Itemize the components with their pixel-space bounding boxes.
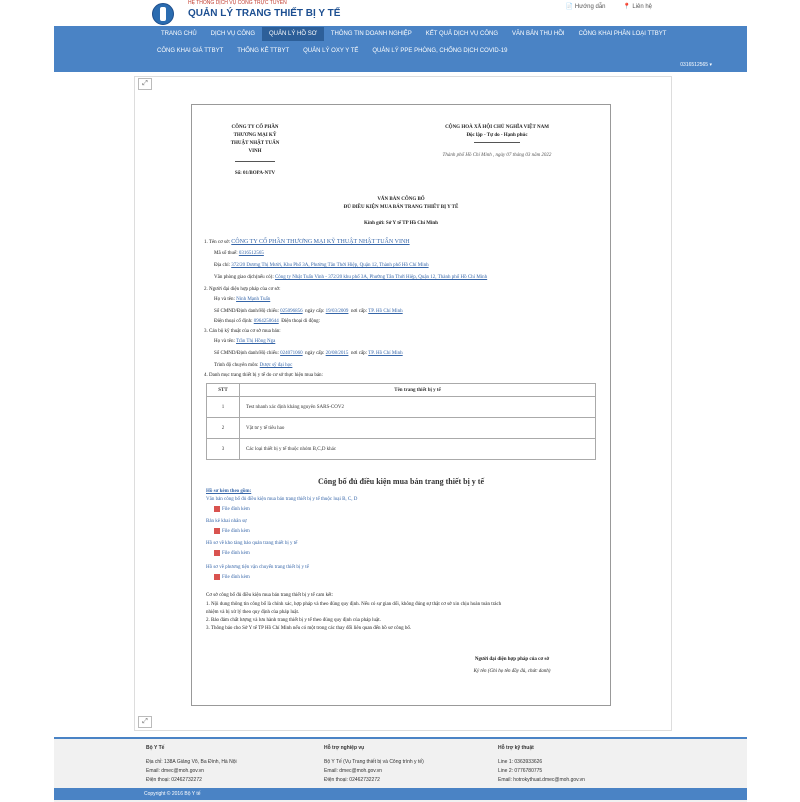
attachment-file-link[interactable]: File đính kèm xyxy=(214,528,250,534)
recipient: Kính gửi: Sở Y tế TP Hồ Chí Minh xyxy=(364,221,438,226)
top-links xyxy=(550,3,652,10)
nav-ket-qua-dich-vu-cong[interactable]: KẾT QUẢ DỊCH VỤ CÔNG xyxy=(425,31,498,37)
company-name-l3: THUẬT NHẬT TUẤN xyxy=(230,141,280,146)
table-header-name: Tên trang thiết bị y tế xyxy=(240,384,596,397)
doc-title-1: VĂN BẢN CÔNG BỐ xyxy=(377,197,425,202)
signature-title: Người đại diện hợp pháp của cơ sở xyxy=(474,657,550,662)
footer-col-ministry: Bộ Y Tế Địa chỉ: 138A Giảng Võ, Ba Đình, Hà Nội Email: dmec@moh.gov.vn Điện thoại: 02462732272 xyxy=(146,745,237,783)
pdf-file-icon xyxy=(214,550,220,556)
nav-thong-tin-doanh-nghiep[interactable]: THÔNG TIN DOANH NGHIỆP xyxy=(330,31,412,37)
nation-title: CỘNG HOÀ XÃ HỘI CHỦ NGHĨA VIỆT NAM xyxy=(445,125,549,130)
pdf-file-icon xyxy=(214,574,220,580)
section-representative: 2. Người đại diện hợp pháp của cơ sở: xyxy=(204,287,281,292)
section-technician: 3. Cán bộ kỹ thuật của cơ sở mua bán: xyxy=(204,329,281,334)
attachment-title: Hồ sơ về kho tàng bảo quản trang thiết bị y tế xyxy=(206,541,298,546)
nav-van-ban-thu-hoi[interactable]: VĂN BẢN THU HỒI xyxy=(511,31,565,37)
commitment-intro: Cơ sở công bố đủ điều kiện mua bán trang thiết bị y tế cam kết: xyxy=(206,593,334,598)
commitment-2: 2. Bảo đảm chất lượng và lưu hành trang thiết bị y tế theo đúng quy định của pháp luật. xyxy=(206,618,381,623)
field-rep-phone: Điện thoại cố định: 0964250644 Điện thoại di động: xyxy=(214,319,320,324)
nav-trang-chu[interactable]: TRANG CHỦ xyxy=(161,31,197,37)
commitment-1b: nhiệm và bị xử lý theo quy định của pháp luật. xyxy=(206,610,300,615)
company-name-l1: CÔNG TY CỔ PHẦN xyxy=(231,125,279,130)
ministry-logo-icon[interactable] xyxy=(152,3,174,25)
device-table xyxy=(206,383,596,460)
company-name-l2: THƯƠNG MẠI KỸ xyxy=(233,133,277,138)
section-heading: Công bố đủ điều kiện mua bán trang thiết bị y tế xyxy=(317,477,485,486)
footer-col-tech-support: Hỗ trợ kỹ thuật Line 1: 0363933626 Line 2: 0776780775 Email: hotrokythuat.dmec@moh.gov.vn xyxy=(498,745,585,783)
field-office: Văn phòng giao dịch(nếu có): Công ty Nhật Tuấn Vinh - 372/20 khu phố 3A, Phường Tân Thới Hiệp, Quận 12, Thành phố Hồ Chí Minh xyxy=(214,275,488,280)
motto: Độc lập - Tự do - Hạnh phúc xyxy=(466,133,528,138)
doc-title-2: ĐỦ ĐIỀU KIỆN MUA BÁN TRANG THIẾT BỊ Y TẾ xyxy=(343,205,459,210)
top-bar xyxy=(0,0,800,26)
nav-quan-ly-ppe[interactable]: QUẢN LÝ PPE PHÒNG, CHỐNG DỊCH COVID-19 xyxy=(372,48,508,54)
expand-icon[interactable]: ⤢ xyxy=(138,78,152,90)
nav-dich-vu-cong[interactable]: DỊCH VỤ CÔNG xyxy=(210,31,256,37)
attachment-title: Hồ sơ về phương tiện vận chuyển trang thiết bị y tế xyxy=(206,565,309,570)
contact-link[interactable]: 📍 Liên hệ xyxy=(623,4,652,10)
attachment-title: Văn bản công bố đủ điều kiện mua bán trang thiết bị y tế thuộc loại B, C, D xyxy=(206,497,358,502)
table-row: 2 Vật tư y tế tiêu hao xyxy=(207,418,596,439)
field-tech-name: Họ và tên: Trần Thị Hồng Nga xyxy=(214,339,276,344)
field-tech-degree: Trình độ chuyên môn: Dược sỹ đại học xyxy=(214,363,293,368)
attachments-title: Hồ sơ kèm theo gồm: xyxy=(206,489,252,494)
footer-col-business-support: Hỗ trợ nghiệp vụ Bộ Y Tế (Vụ Trang thiết bị và Công trình y tế) Email: dmec@moh.gov.vn Điện thoại: 02462732272 xyxy=(324,745,424,783)
attachment-file-link[interactable]: File đính kèm xyxy=(214,574,250,580)
signature-note: Ký tên (Ghi họ tên đầy đủ, chức danh) xyxy=(473,669,551,674)
table-row: 3 Các loại thiết bị y tế thuộc nhóm B,C,D khác xyxy=(207,439,596,460)
facility-name: CÔNG TY CỔ PHẦN THƯƠNG MẠI KỸ THUẬT NHẬT TUẤN VINH xyxy=(231,239,410,245)
field-tax-code: Mã số thuế: 0316512565 xyxy=(214,251,264,256)
nav-cong-khai-gia[interactable]: CÔNG KHAI GIÁ TTBYT xyxy=(157,48,224,54)
help-link[interactable]: 📄 Hướng dẫn xyxy=(565,4,606,10)
pdf-file-icon xyxy=(214,506,220,512)
copyright-bar: Copyright © 2016 Bộ Y tế xyxy=(54,788,747,800)
pdf-file-icon xyxy=(214,528,220,534)
attachment-file-link[interactable]: File đính kèm xyxy=(214,506,250,512)
user-account-menu[interactable]: 0316512565 ▾ xyxy=(680,62,712,68)
divider xyxy=(235,161,275,162)
expand-icon-bottom[interactable]: ⤢ xyxy=(138,716,152,728)
field-tech-id: Số CMND/Định danh/Hộ chiếu: 024071060 ngày cấp: 20/08/2015 nơi cấp: TP. Hồ Chí Minh xyxy=(214,351,403,356)
field-rep-name: Họ và tên: Ninh Mạnh Tuấn xyxy=(214,297,271,302)
main-nav xyxy=(54,26,747,72)
divider xyxy=(474,142,520,143)
commitment-1: 1. Nội dung thông tin công bố là chính xác, hợp pháp và theo đúng quy định. Nếu có sự gian dối, không đúng sự thật cơ sở xin chịu hoàn toàn trách xyxy=(206,602,502,607)
attachment-title: Bản kê khai nhân sự xyxy=(206,519,247,524)
commitment-3: 3. Thông báo cho Sở Y tế TP Hồ Chí Minh nếu có một trong các thay đổi liên quan đến hồ sơ công bố. xyxy=(206,626,412,631)
nav-thong-ke[interactable]: THỐNG KÊ TTBYT xyxy=(237,48,290,54)
nav-cong-khai-phan-loai[interactable]: CÔNG KHAI PHÂN LOẠI TTBYT xyxy=(578,31,667,37)
document-sheet xyxy=(191,104,611,706)
field-rep-id: Số CMND/Định danh/Hộ chiếu: 025096856 ngày cấp: 19/03/2009 nơi cấp: TP. Hồ Chí Minh xyxy=(214,309,403,314)
field-facility: 1. Tên cơ sở: CÔNG TY CỔ PHẦN THƯƠNG MẠI KỸ THUẬT NHẬT TUẤN VINH xyxy=(204,239,410,245)
nav-quan-ly-ho-so[interactable]: QUẢN LÝ HỒ SƠ xyxy=(262,27,324,41)
table-header-stt: STT xyxy=(207,384,240,397)
system-subtitle: HỆ THỐNG DỊCH VỤ CÔNG TRỰC TUYẾN xyxy=(188,0,287,6)
site-brand[interactable]: QUẢN LÝ TRANG THIẾT BỊ Y TẾ xyxy=(188,8,341,19)
nav-quan-ly-oxy[interactable]: QUẢN LÝ OXY Y TẾ xyxy=(303,48,359,54)
document-number: Số: 01/BOPA-NTV xyxy=(234,171,276,176)
company-name-l4: VINH xyxy=(248,149,262,154)
table-row: 1 Test nhanh xác định kháng nguyên SARS-COV2 xyxy=(207,397,596,418)
document-date: Thành phố Hồ Chí Minh , ngày 07 tháng 03 năm 2022 xyxy=(442,153,552,158)
attachment-file-link[interactable]: File đính kèm xyxy=(214,550,250,556)
field-address: Địa chỉ: 372/20 Dương Thị Mười, Khu Phố 3A, Phường Tân Thới Hiệp, Quận 12, Thành phố Hồ Chí Minh xyxy=(214,263,429,268)
section-device-list: 4. Danh mục trang thiết bị y tế do cơ sở thực hiện mua bán: xyxy=(204,373,323,378)
